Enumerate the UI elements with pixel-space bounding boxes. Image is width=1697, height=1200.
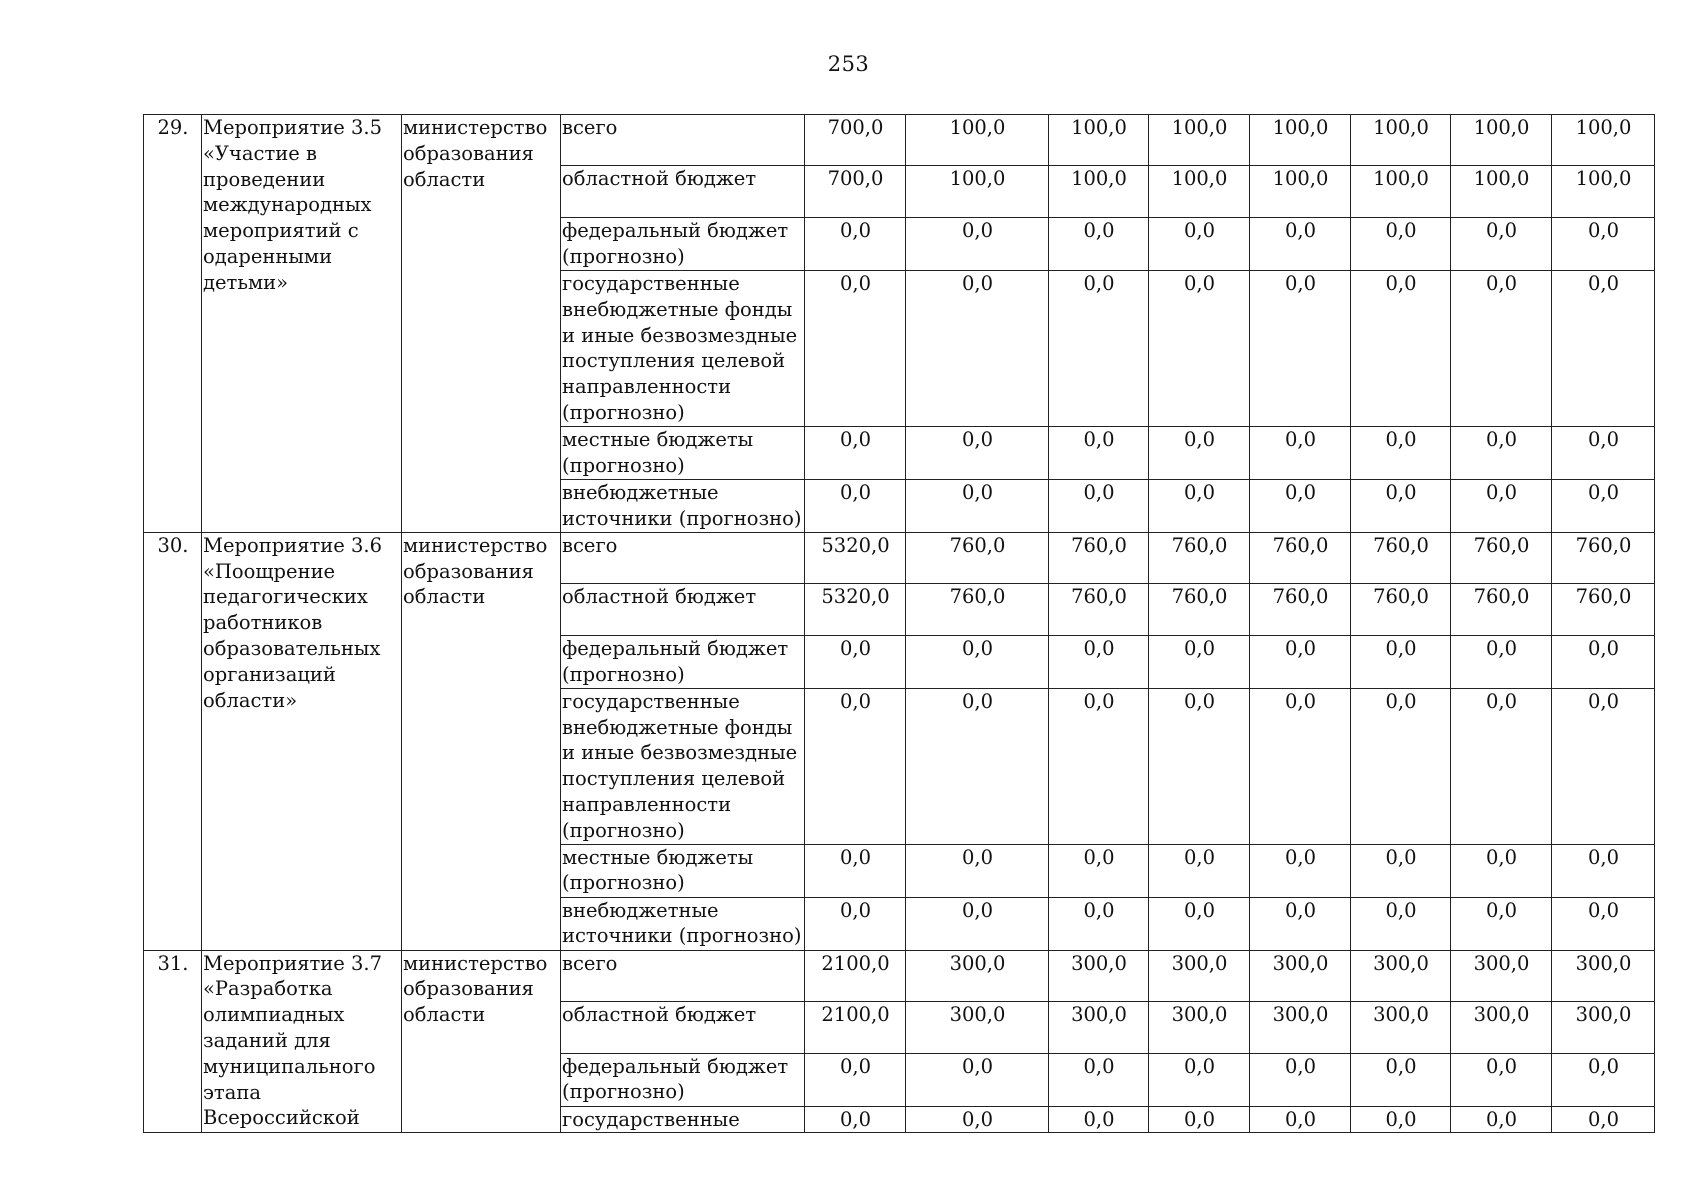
year-value: 0,0: [1451, 426, 1552, 479]
year-value: 0,0: [1451, 844, 1552, 897]
funding-source: федеральный бюджет (прогнозно): [561, 635, 805, 688]
funding-source: государственные внебюджетные фонды и иные безвозмездные поступления целевой направленности (прогнозно): [561, 271, 805, 427]
year-value: 0,0: [1552, 426, 1655, 479]
year-value: 100,0: [1351, 166, 1451, 218]
funding-source: областной бюджет: [561, 166, 805, 218]
total-value: 2100,0: [805, 950, 906, 1001]
row-number: 29.: [144, 115, 202, 533]
year-value: 760,0: [1552, 583, 1655, 635]
year-value: 0,0: [1552, 271, 1655, 427]
total-value: 0,0: [805, 1053, 906, 1106]
year-value: 100,0: [1049, 166, 1149, 218]
funding-source: всего: [561, 950, 805, 1001]
year-value: 100,0: [1351, 115, 1451, 166]
year-value: 300,0: [1451, 1001, 1552, 1053]
year-value: 100,0: [1049, 115, 1149, 166]
year-value: 0,0: [1250, 1053, 1351, 1106]
row-number: 31.: [144, 950, 202, 1133]
funding-source: всего: [561, 532, 805, 583]
year-value: 0,0: [1552, 479, 1655, 532]
year-value: 0,0: [1149, 426, 1250, 479]
year-value: 300,0: [906, 1001, 1049, 1053]
funding-source: местные бюджеты (прогнозно): [561, 426, 805, 479]
year-value: 0,0: [1351, 1106, 1451, 1133]
year-value: 0,0: [1451, 897, 1552, 950]
year-value: 760,0: [1049, 583, 1149, 635]
year-value: 760,0: [1451, 583, 1552, 635]
table-row: [144, 115, 1655, 166]
total-value: 700,0: [805, 115, 906, 166]
year-value: 0,0: [1049, 897, 1149, 950]
total-value: 5320,0: [805, 583, 906, 635]
year-value: 0,0: [1250, 218, 1351, 271]
responsible-executor: министерство образования области: [402, 532, 561, 950]
year-value: 100,0: [1149, 166, 1250, 218]
year-value: 0,0: [1451, 271, 1552, 427]
funding-source: внебюджетные источники (прогнозно): [561, 479, 805, 532]
year-value: 0,0: [1451, 1053, 1552, 1106]
year-value: 760,0: [1049, 532, 1149, 583]
year-value: 0,0: [1149, 479, 1250, 532]
year-value: 0,0: [906, 1106, 1049, 1133]
year-value: 300,0: [1250, 1001, 1351, 1053]
year-value: 0,0: [1149, 897, 1250, 950]
year-value: 760,0: [906, 532, 1049, 583]
year-value: 300,0: [1552, 1001, 1655, 1053]
year-value: 760,0: [1351, 583, 1451, 635]
year-value: 0,0: [1250, 271, 1351, 427]
year-value: 0,0: [1049, 844, 1149, 897]
year-value: 0,0: [1451, 688, 1552, 844]
year-value: 0,0: [1451, 479, 1552, 532]
year-value: 0,0: [1049, 688, 1149, 844]
funding-source: внебюджетные источники (прогнозно): [561, 897, 805, 950]
year-value: 300,0: [1451, 950, 1552, 1001]
year-value: 0,0: [1552, 688, 1655, 844]
year-value: 0,0: [1049, 426, 1149, 479]
year-value: 0,0: [1049, 271, 1149, 427]
table-row: [144, 950, 1655, 1001]
year-value: 0,0: [906, 688, 1049, 844]
year-value: 0,0: [1552, 635, 1655, 688]
total-value: 0,0: [805, 844, 906, 897]
total-value: 0,0: [805, 426, 906, 479]
year-value: 100,0: [906, 166, 1049, 218]
funding-source: местные бюджеты (прогнозно): [561, 844, 805, 897]
year-value: 0,0: [906, 271, 1049, 427]
year-value: 0,0: [1049, 1106, 1149, 1133]
year-value: 0,0: [1149, 1106, 1250, 1133]
total-value: 0,0: [805, 271, 906, 427]
year-value: 0,0: [906, 426, 1049, 479]
funding-source: всего: [561, 115, 805, 166]
funding-source: областной бюджет: [561, 1001, 805, 1053]
year-value: 760,0: [1451, 532, 1552, 583]
year-value: 0,0: [1149, 635, 1250, 688]
funding-source: государственные внебюджетные фонды и иные безвозмездные поступления целевой направленности (прогнозно): [561, 688, 805, 844]
total-value: 0,0: [805, 1106, 906, 1133]
year-value: 0,0: [1451, 218, 1552, 271]
total-value: 2100,0: [805, 1001, 906, 1053]
responsible-executor: министерство образования области: [402, 115, 561, 533]
total-value: 0,0: [805, 479, 906, 532]
responsible-executor: министерство образования области: [402, 950, 561, 1133]
year-value: 760,0: [1552, 532, 1655, 583]
year-value: 100,0: [1149, 115, 1250, 166]
year-value: 760,0: [1250, 583, 1351, 635]
year-value: 0,0: [1149, 271, 1250, 427]
table-row: [144, 532, 1655, 583]
year-value: 0,0: [1250, 844, 1351, 897]
year-value: 0,0: [1250, 688, 1351, 844]
page-number: 253: [827, 52, 870, 76]
year-value: 0,0: [906, 844, 1049, 897]
year-value: 0,0: [1250, 1106, 1351, 1133]
year-value: 300,0: [1351, 1001, 1451, 1053]
event-name: Мероприятие 3.6 «Поощрение педагогических работников образовательных организаций области»: [202, 532, 402, 950]
year-value: 0,0: [1351, 844, 1451, 897]
year-value: 0,0: [1552, 1106, 1655, 1133]
year-value: 300,0: [1049, 950, 1149, 1001]
year-value: 100,0: [1451, 115, 1552, 166]
total-value: 700,0: [805, 166, 906, 218]
year-value: 760,0: [1250, 532, 1351, 583]
year-value: 0,0: [1149, 844, 1250, 897]
year-value: 0,0: [1250, 635, 1351, 688]
year-value: 100,0: [1250, 115, 1351, 166]
year-value: 0,0: [906, 1053, 1049, 1106]
row-number: 30.: [144, 532, 202, 950]
total-value: 0,0: [805, 688, 906, 844]
year-value: 0,0: [1552, 218, 1655, 271]
year-value: 0,0: [906, 218, 1049, 271]
year-value: 0,0: [1049, 1053, 1149, 1106]
funding-source: областной бюджет: [561, 583, 805, 635]
year-value: 0,0: [1250, 897, 1351, 950]
year-value: 0,0: [906, 479, 1049, 532]
year-value: 0,0: [1049, 218, 1149, 271]
total-value: 0,0: [805, 897, 906, 950]
year-value: 300,0: [1149, 1001, 1250, 1053]
year-value: 0,0: [1049, 479, 1149, 532]
year-value: 100,0: [906, 115, 1049, 166]
year-value: 0,0: [1351, 635, 1451, 688]
year-value: 0,0: [1250, 479, 1351, 532]
year-value: 100,0: [1552, 166, 1655, 218]
funding-source: государственные: [561, 1106, 805, 1133]
year-value: 0,0: [1351, 271, 1451, 427]
funding-source: федеральный бюджет (прогнозно): [561, 1053, 805, 1106]
year-value: 0,0: [1351, 897, 1451, 950]
event-name: Мероприятие 3.5 «Участие в проведении международных мероприятий с одаренными детьми»: [202, 115, 402, 533]
year-value: 0,0: [1149, 1053, 1250, 1106]
year-value: 100,0: [1250, 166, 1351, 218]
year-value: 300,0: [1049, 1001, 1149, 1053]
year-value: 300,0: [1351, 950, 1451, 1001]
year-value: 760,0: [1149, 532, 1250, 583]
year-value: 300,0: [1250, 950, 1351, 1001]
year-value: 0,0: [1552, 844, 1655, 897]
funding-source: федеральный бюджет (прогнозно): [561, 218, 805, 271]
event-name: Мероприятие 3.7 «Разработка олимпиадных заданий для муниципального этапа Всероссийской: [202, 950, 402, 1133]
year-value: 0,0: [1351, 479, 1451, 532]
total-value: 5320,0: [805, 532, 906, 583]
year-value: 300,0: [906, 950, 1049, 1001]
year-value: 0,0: [1351, 218, 1451, 271]
year-value: 760,0: [906, 583, 1049, 635]
year-value: 300,0: [1149, 950, 1250, 1001]
year-value: 0,0: [1149, 218, 1250, 271]
year-value: 0,0: [1351, 426, 1451, 479]
year-value: 100,0: [1552, 115, 1655, 166]
year-value: 760,0: [1149, 583, 1250, 635]
year-value: 0,0: [1552, 897, 1655, 950]
year-value: 0,0: [1149, 688, 1250, 844]
year-value: 0,0: [1451, 635, 1552, 688]
year-value: 0,0: [1451, 1106, 1552, 1133]
year-value: 0,0: [1250, 426, 1351, 479]
year-value: 100,0: [1451, 166, 1552, 218]
year-value: 0,0: [1351, 1053, 1451, 1106]
year-value: 0,0: [906, 897, 1049, 950]
year-value: 0,0: [1552, 1053, 1655, 1106]
year-value: 0,0: [906, 635, 1049, 688]
year-value: 0,0: [1049, 635, 1149, 688]
total-value: 0,0: [805, 218, 906, 271]
year-value: 760,0: [1351, 532, 1451, 583]
total-value: 0,0: [805, 635, 906, 688]
budget-table: [143, 114, 1655, 1133]
year-value: 300,0: [1552, 950, 1655, 1001]
year-value: 0,0: [1351, 688, 1451, 844]
